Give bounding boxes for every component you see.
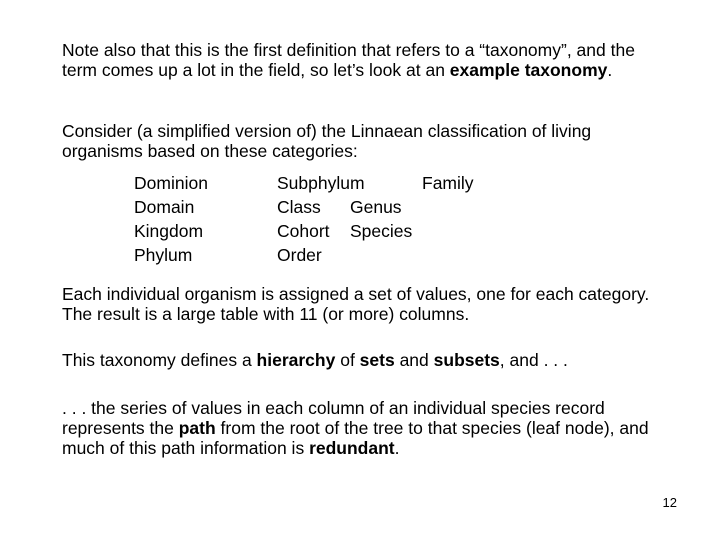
text: of xyxy=(335,350,360,370)
category-dominion: Dominion xyxy=(134,173,208,193)
category-genus: Genus xyxy=(350,197,402,217)
category-class: Class xyxy=(277,197,321,217)
text: Note also that this is the first definition that refers to a “taxonomy”, and the term comes up a lot in the field, so let’s look at an xyxy=(62,40,635,80)
text: , and . . . xyxy=(499,350,568,370)
paragraph-taxonomy-intro xyxy=(62,40,672,80)
text: and xyxy=(394,350,434,370)
text: Each individual organism is assigned a set of values, one for each category. The result is a large table with 11 (or more) columns. xyxy=(62,284,650,324)
category-domain: Domain xyxy=(134,197,195,217)
paragraph-path-redundancy xyxy=(62,398,672,458)
text: Consider (a simplified version of) the Linnaean classification of living organisms based on these categories: xyxy=(62,121,592,161)
category-cohort: Cohort xyxy=(277,221,330,241)
text: . xyxy=(607,60,613,80)
bold-text: hierarchy xyxy=(256,350,336,370)
text: from the root of the tree to that species (leaf node), and much of this path information is xyxy=(62,418,649,458)
bold-text: redundant xyxy=(309,438,395,458)
paragraph-linnaean xyxy=(62,121,672,161)
bold-text: sets xyxy=(359,350,395,370)
text: . xyxy=(394,438,400,458)
bold-text: example taxonomy xyxy=(449,60,608,80)
paragraph-values-table xyxy=(62,284,672,324)
text: This taxonomy defines a xyxy=(62,350,257,370)
category-species: Species xyxy=(350,221,413,241)
category-order: Order xyxy=(277,245,322,265)
category-phylum: Phylum xyxy=(134,245,193,265)
bold-text: subsets xyxy=(433,350,500,370)
page-number: 12 xyxy=(662,495,677,510)
category-subphylum: Subphylum xyxy=(277,173,365,193)
paragraph-hierarchy xyxy=(62,350,672,370)
bold-text: path xyxy=(178,418,216,438)
text: . . . the series of values in each column of an individual species record represents the xyxy=(62,398,605,438)
category-family: Family xyxy=(422,173,474,193)
category-kingdom: Kingdom xyxy=(134,221,204,241)
